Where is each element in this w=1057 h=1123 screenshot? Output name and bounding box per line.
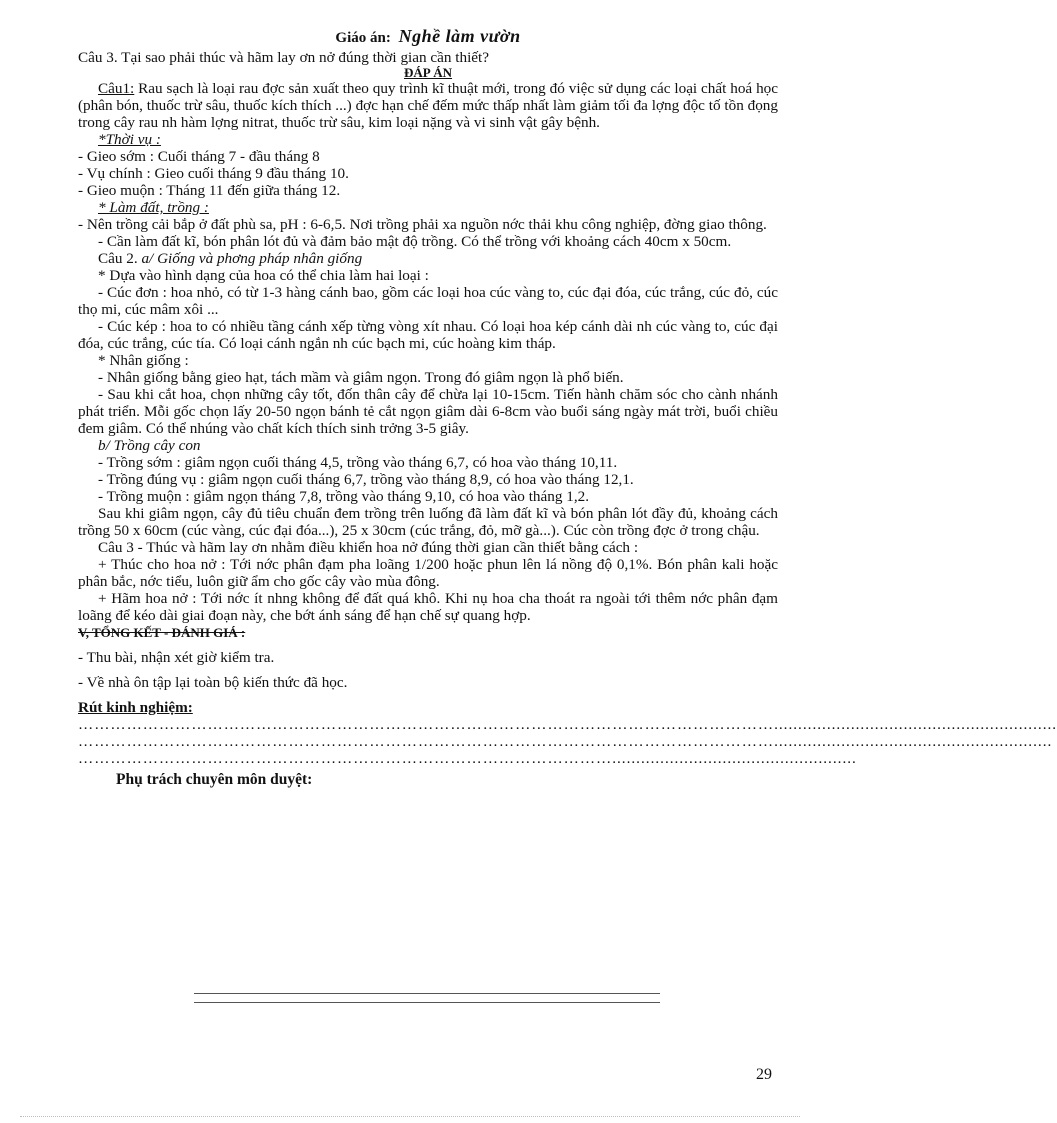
trong-cay-con-item: - Trồng muộn : giâm ngọn tháng 7,8, trồng vào tháng 9,10, có hoa vào tháng 1,2. — [98, 488, 590, 505]
rut-kinh-nghiem-heading: Rút kinh nghiệm: — [78, 699, 193, 716]
cau2-item: - Cúc kép : hoa to có nhiều tầng cánh xếp từng vòng xít nhau. Có loại hoa kép cánh dài nh cúc vàng to, cúc đại đóa, cúc trắng, cúc tía. Có loại cánh ngắn nh cúc bạch mi, cúc hoàng kim tháp. — [78, 318, 778, 352]
rut-kinh-nghiem-line: …………………………………………………………………………………………………………………........................................................... — [78, 716, 1057, 733]
cau2-intro: * Dựa vào hình dạng của hoa có thể chia làm hai loại : — [98, 267, 429, 284]
thoivu-item: - Gieo sớm : Cuối tháng 7 - đầu tháng 8 — [78, 148, 320, 165]
cau2-item: - Cúc đơn : hoa nhỏ, có từ 1-3 hàng cánh bao, gồm các loại hoa cúc vàng to, cúc đại đóa, cúc trắng, cúc đỏ, cúc thọ mi, cúc mâm xôi ... — [78, 284, 778, 318]
cau1-paragraph — [78, 80, 778, 131]
header-subject: Nghề làm vườn — [398, 26, 521, 46]
cau3-item: + Hãm hoa nở : Tới nớc ít nhng không để đất quá khô. Khi nụ hoa cha thoát ra ngoài tới thêm nớc phân đạm loãng để kéo dài giai đoạn này, che bớt ánh sáng để hạn chế sự quang hợp. — [78, 590, 778, 624]
nhangiong-heading: * Nhân giống : — [98, 352, 189, 369]
page-number: 29 — [756, 1066, 772, 1083]
header-label: Giáo án: — [335, 30, 391, 46]
section-v-item: - Về nhà ôn tập lại toàn bộ kiến thức đã học. — [78, 674, 348, 691]
lamdat-item: - Nên trồng cải bắp ở đất phù sa, pH : 6-6,5. Nơi trồng phải xa nguồn nớc thải khu công nghiệp, đờng giao thông. — [78, 216, 767, 233]
cau1-label: Câu1: — [98, 80, 135, 97]
lamdat-item: - Cần làm đất kĩ, bón phân lót đủ và đảm bảo mật độ trồng. Có thể trồng với khoảng cách 40cm x 50cm. — [98, 233, 732, 250]
nhangiong-item: - Sau khi cắt hoa, chọn những cây tốt, đốn thân cây để chừa lại 10-15cm. Tiến hành chăm sóc cho cành nhánh phát triển. Mỗi gốc chọn lấy 20-50 ngọn bánh tẻ cắt ngọn giâm dài 6-8cm vào buổi sáng ngày mát trời, buổi chiều đem giâm. Có thể nhúng vào chất kích thích sinh trởng 3-5 giây. — [78, 386, 778, 437]
cau3-intro: Câu 3 - Thúc và hãm lay ơn nhằm điều khiển hoa nở đúng thời gian cần thiết bằng cách : — [98, 539, 639, 556]
trong-cay-con-item: - Trồng đúng vụ : giâm ngọn cuối tháng 6,7, trồng vào tháng 8,9, có hoa vào tháng 12,1. — [98, 471, 634, 488]
question-3: Câu 3. Tại sao phải thúc và hãm lay ơn nở đúng thời gian cần thiết? — [78, 49, 489, 66]
signoff-label: Phụ trách chuyên môn duyệt: — [116, 771, 313, 788]
cau2-label: Câu 2. — [98, 250, 138, 267]
page-bottom-border — [20, 1116, 800, 1117]
page-header — [78, 28, 778, 47]
cau2-subheading: a/ Giống và phơng pháp nhân giống — [137, 250, 363, 267]
answer-heading: ĐÁP ÁN — [403, 65, 453, 80]
trong-cay-con-heading: b/ Trồng cây con — [98, 437, 201, 454]
section-v-heading: V, TỔNG KẾT - ĐÁNH GIÁ : — [78, 625, 246, 640]
rut-kinh-nghiem-line: ………………………………………………………………………………………………………………….......................................................... — [78, 733, 1053, 750]
thoivu-item: - Gieo muộn : Tháng 11 đến giữa tháng 12. — [78, 182, 341, 199]
rut-kinh-nghiem-line: ………………………………………………………………………………………................................................... — [78, 750, 857, 767]
cau3-item: + Thúc cho hoa nở : Tới nớc phân đạm pha loãng 1/200 hoặc phun lên lá nồng độ 0,1%. Bón phân kali hoặc phân bắc, nớc tiểu, luôn giữ ẩm cho gốc cây vào mùa đông. — [78, 556, 778, 590]
nhangiong-item: - Nhân giống bằng gieo hạt, tách mầm và giâm ngọn. Trong đó giâm ngọn là phổ biến. — [98, 369, 624, 386]
lamdat-heading: * Làm đất, trồng : — [98, 199, 209, 216]
cau2-heading — [78, 250, 778, 267]
double-rule-divider — [194, 993, 660, 1003]
trong-cay-con-item: - Trồng sớm : giâm ngọn cuối tháng 4,5, trồng vào tháng 6,7, có hoa vào tháng 10,11. — [98, 454, 618, 471]
section-v-item: - Thu bài, nhận xét giờ kiểm tra. — [78, 649, 275, 666]
document-page — [78, 26, 1057, 788]
thoivu-item: - Vụ chính : Gieo cuối tháng 9 đầu tháng 10. — [78, 165, 349, 182]
cau1-text: Rau sạch là loại rau đợc sản xuất theo quy trình kĩ thuật mới, trong đó việc sử dụng các loại chất hoá học (phân bón, thuốc trừ sâu, thuốc kích thích ...) đợc hạn chế đếm mức thấp nhất làm giảm tối đa lợng độc tố tồn đọng trong cây rau nh hàm lợng nitrat, thuốc trừ sâu, kim loại nặng và vi sinh vật gây bệnh. — [78, 80, 778, 131]
trong-cay-con-paragraph: Sau khi giâm ngọn, cây đủ tiêu chuẩn đem trồng trên luống đã làm đất kĩ và bón phân lót đầy đủ, khoảng cách trồng 50 x 60cm (cúc vàng, cúc đại đóa...), 25 x 30cm (cúc trắng, đỏ, mỡ gà...). Cúc còn trồng đợc ở trong chậu. — [78, 505, 778, 539]
thoivu-heading: *Thời vụ : — [98, 131, 161, 148]
